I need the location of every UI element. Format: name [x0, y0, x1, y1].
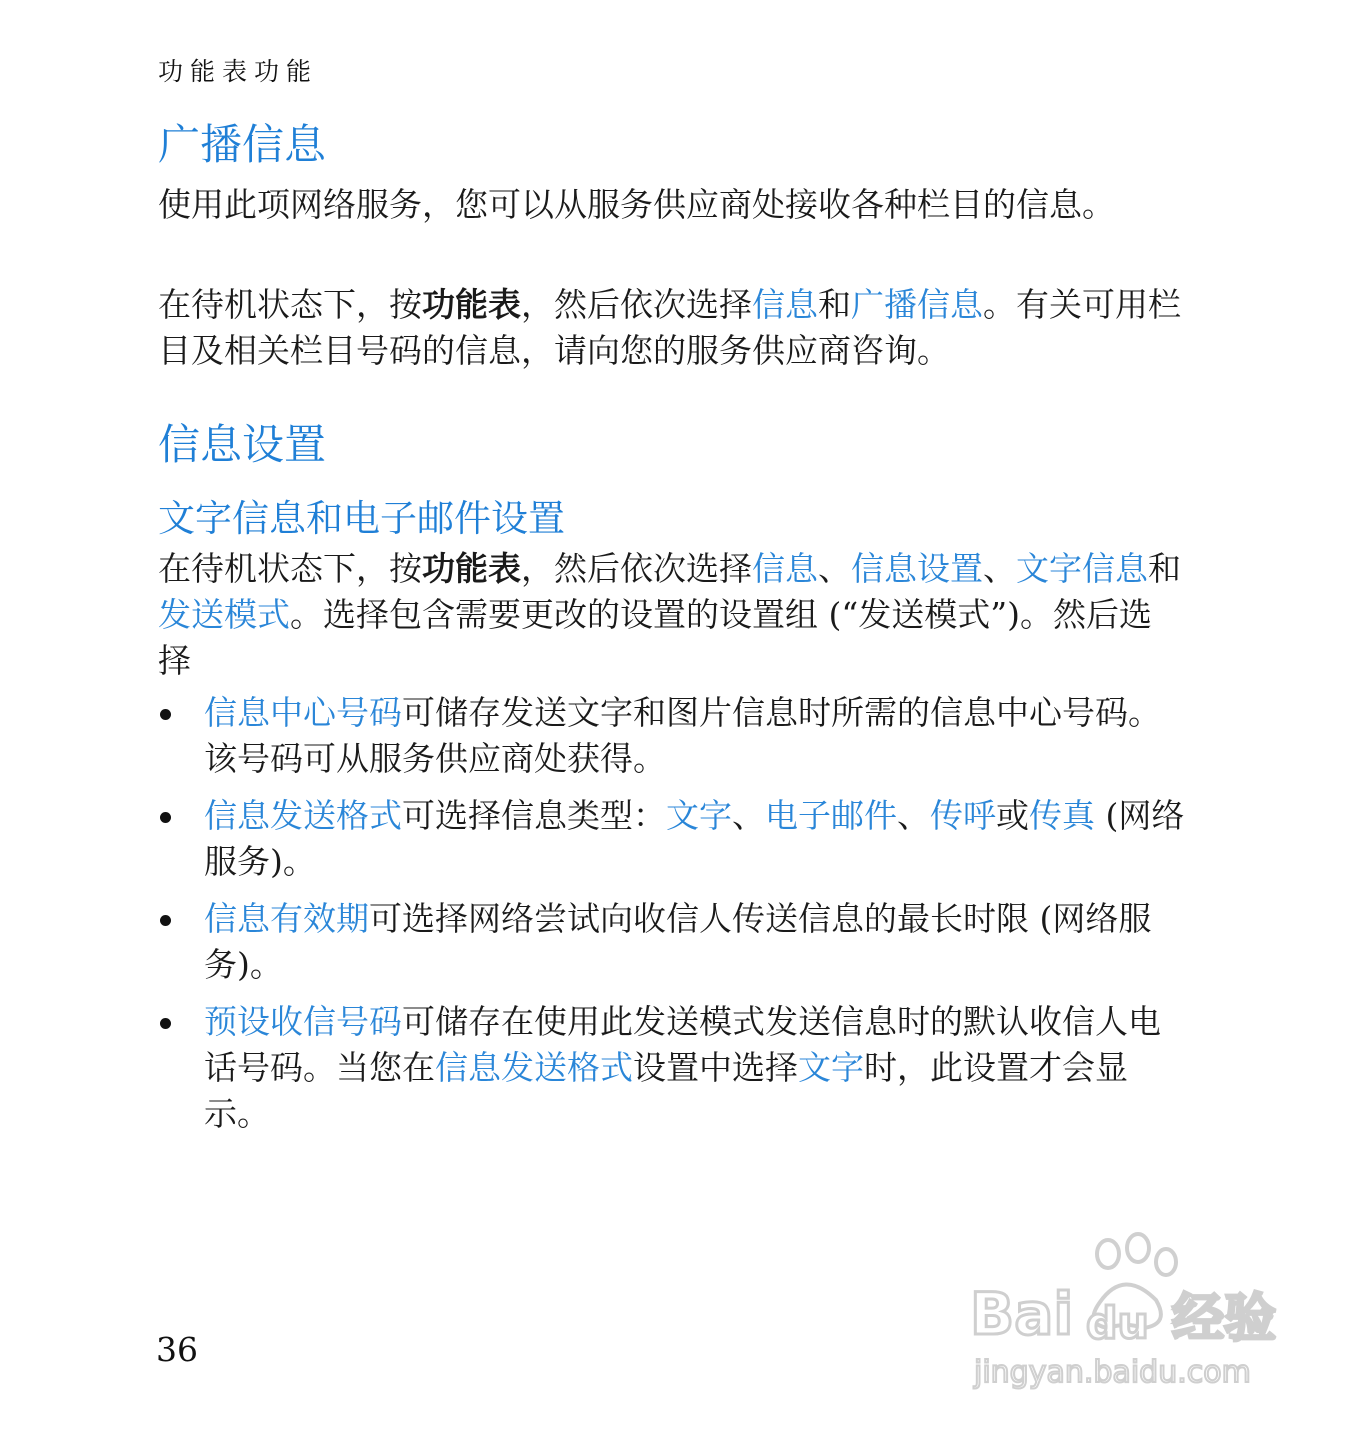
- menu-key-label: 功能表: [422, 285, 521, 324]
- running-header: 功能表功能: [158, 57, 319, 86]
- settings-steps: 在待机状态下，按功能表，然后依次选择信息、信息设置、文字信息和发送模式。选择包含需要更改的设置的设置组 (“发送模式”)。然后选择: [158, 549, 1181, 680]
- bullet-icon: [160, 1018, 171, 1029]
- bullet-icon: [160, 709, 171, 720]
- menu-link-send-profile[interactable]: 发送模式: [158, 595, 290, 634]
- section-heading-broadcast: 广播信息: [158, 120, 327, 169]
- settings-options-list: [158, 690, 1188, 1148]
- option-link-message-center[interactable]: 信息中心号码: [204, 693, 402, 732]
- list-item-default-recipient: 预设收信号码可储存在使用此发送模式发送信息时的默认收信人电话号码。当您在信息发送格式设置中选择文字时，此设置才会显示。: [158, 999, 1188, 1137]
- menu-key-label: 功能表: [422, 549, 521, 588]
- watermark-brand-1: Bai: [970, 1280, 1074, 1348]
- watermark-url: jingyan.baidu.com: [974, 1355, 1251, 1390]
- watermark-brand-2: du: [1086, 1298, 1149, 1349]
- broadcast-steps: 在待机状态下，按功能表，然后依次选择信息和广播信息。有关可用栏目及相关栏目号码的信息，请向您的服务供应商咨询。: [158, 285, 1181, 370]
- option-link-validity[interactable]: 信息有效期: [204, 899, 369, 938]
- page-number: 36: [156, 1330, 198, 1369]
- option-link-default-recipient[interactable]: 预设收信号码: [204, 1002, 402, 1041]
- menu-link-text-messages[interactable]: 文字信息: [1016, 549, 1148, 588]
- bullet-icon: [160, 812, 171, 823]
- subsection-heading-sms-email: 文字信息和电子邮件设置: [158, 497, 565, 540]
- format-option-text[interactable]: 文字: [666, 796, 732, 835]
- list-item-message-center: 信息中心号码可储存发送文字和图片信息时所需的信息中心号码。该号码可从服务供应商处获得。: [158, 690, 1188, 782]
- option-link-message-format-ref[interactable]: 信息发送格式: [435, 1048, 633, 1087]
- format-option-fax[interactable]: 传真: [1029, 796, 1095, 835]
- broadcast-intro: 使用此项网络服务，您可以从服务供应商处接收各种栏目的信息。: [158, 185, 1115, 224]
- option-link-message-format[interactable]: 信息发送格式: [204, 796, 402, 835]
- format-option-email[interactable]: 电子邮件: [765, 796, 897, 835]
- format-option-text-ref[interactable]: 文字: [798, 1048, 864, 1087]
- format-option-pager[interactable]: 传呼: [930, 796, 996, 835]
- list-item-message-format: 信息发送格式可选择信息类型：文字、电子邮件、传呼或传真 (网络服务)。: [158, 793, 1188, 885]
- menu-link-broadcast[interactable]: 广播信息: [851, 285, 983, 324]
- menu-link-messages[interactable]: 信息: [752, 549, 818, 588]
- menu-link-messages[interactable]: 信息: [752, 285, 818, 324]
- section-heading-settings: 信息设置: [158, 420, 327, 469]
- menu-link-message-settings[interactable]: 信息设置: [851, 549, 983, 588]
- bullet-icon: [160, 915, 171, 926]
- watermark-brand-3: 经验: [1172, 1289, 1277, 1349]
- baidu-watermark: [966, 1232, 1296, 1392]
- list-item-validity: 信息有效期可选择网络尝试向收信人传送信息的最长时限 (网络服务)。: [158, 896, 1188, 988]
